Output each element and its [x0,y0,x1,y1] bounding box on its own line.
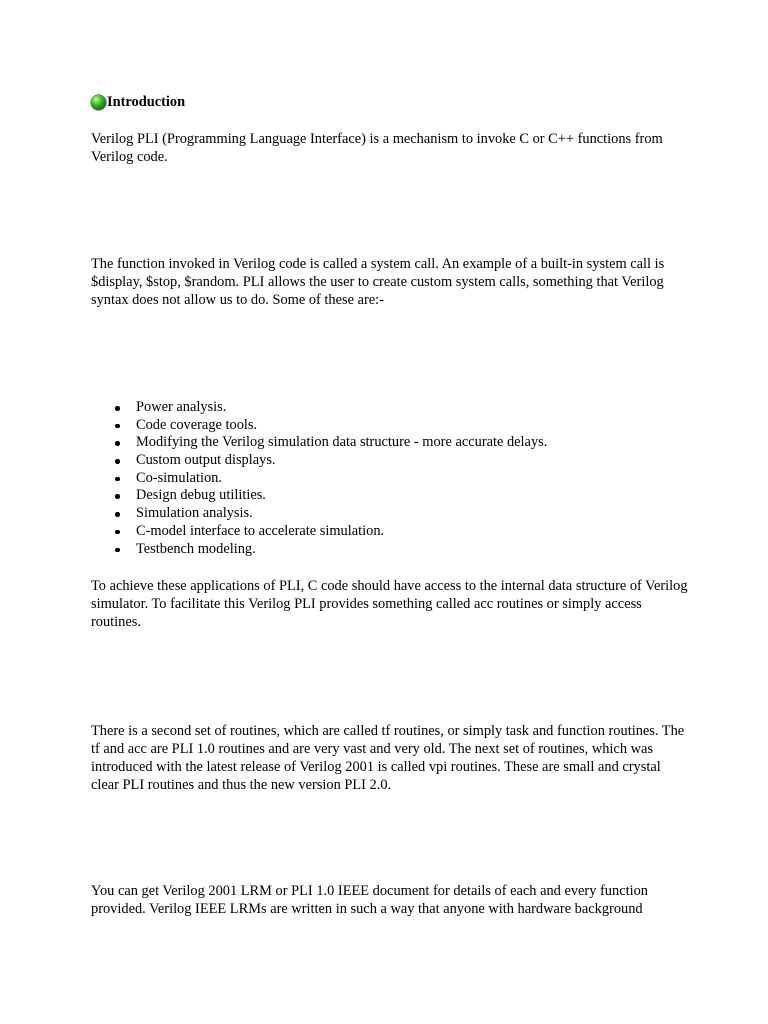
section-heading [91,93,185,111]
bullet-dot [115,424,120,429]
list-item-text: Co-simulation. [136,469,222,486]
list-item-text: Modifying the Verilog simulation data structure - more accurate delays. [136,434,548,451]
paragraph-system-call: The function invoked in Verilog code is called a system call. An example of a built-in system call is $display, $stop, $random. PLI allows the user to create custom system calls, something that Verilog syntax does not allow us to do. Some of these are:- [91,256,665,308]
paragraph-intro: Verilog PLI (Programming Language Interface) is a mechanism to invoke C or C++ functions from Verilog code. [91,131,663,165]
bullet-dot [115,530,120,535]
list-item [91,399,547,417]
list-item-text: Design debug utilities. [136,487,266,504]
bullet-dot [115,406,120,411]
heading-text: Introduction [107,93,186,110]
list-item-text: Simulation analysis. [136,505,253,522]
bullet-dot [115,441,120,446]
paragraph-lrm: You can get Verilog 2001 LRM or PLI 1.0 IEEE document for details of each and every function provided. Verilog IEEE LRMs are written in such a way that anyone with hardware background [91,883,648,917]
list-item [91,470,547,488]
bullet-dot [115,512,120,517]
applications-list [91,399,547,558]
list-item-text: Custom output displays. [136,452,276,469]
list-item [91,487,547,505]
bullet-dot [115,548,120,553]
paragraph-acc-routines: To achieve these applications of PLI, C code should have access to the internal data structure of Verilog simulator. To facilitate this Verilog PLI provides something called acc routines or simply access routines. [91,578,688,630]
list-item [91,452,547,470]
bullet-dot [115,477,120,482]
green-sphere-bullet-icon [91,95,106,110]
list-item [91,523,547,541]
paragraph-tf-vpi-routines: There is a second set of routines, which are called tf routines, or simply task and function routines. The tf and acc are PLI 1.0 routines and are very vast and very old. The next set of routines, which was introduced with the latest release of Verilog 2001 is called vpi routines. These are small and crystal clear PLI routines and thus the new version PLI 2.0. [91,723,685,793]
list-item-text: Code coverage tools. [136,416,258,433]
list-item [91,417,547,435]
list-item-text: C-model interface to accelerate simulation. [136,522,385,539]
list-item-text: Power analysis. [136,399,227,415]
list-item-text: Testbench modeling. [136,540,256,557]
list-item [91,434,547,452]
bullet-dot [115,494,120,499]
list-item [91,505,547,523]
bullet-dot [115,459,120,464]
list-item [91,541,547,559]
